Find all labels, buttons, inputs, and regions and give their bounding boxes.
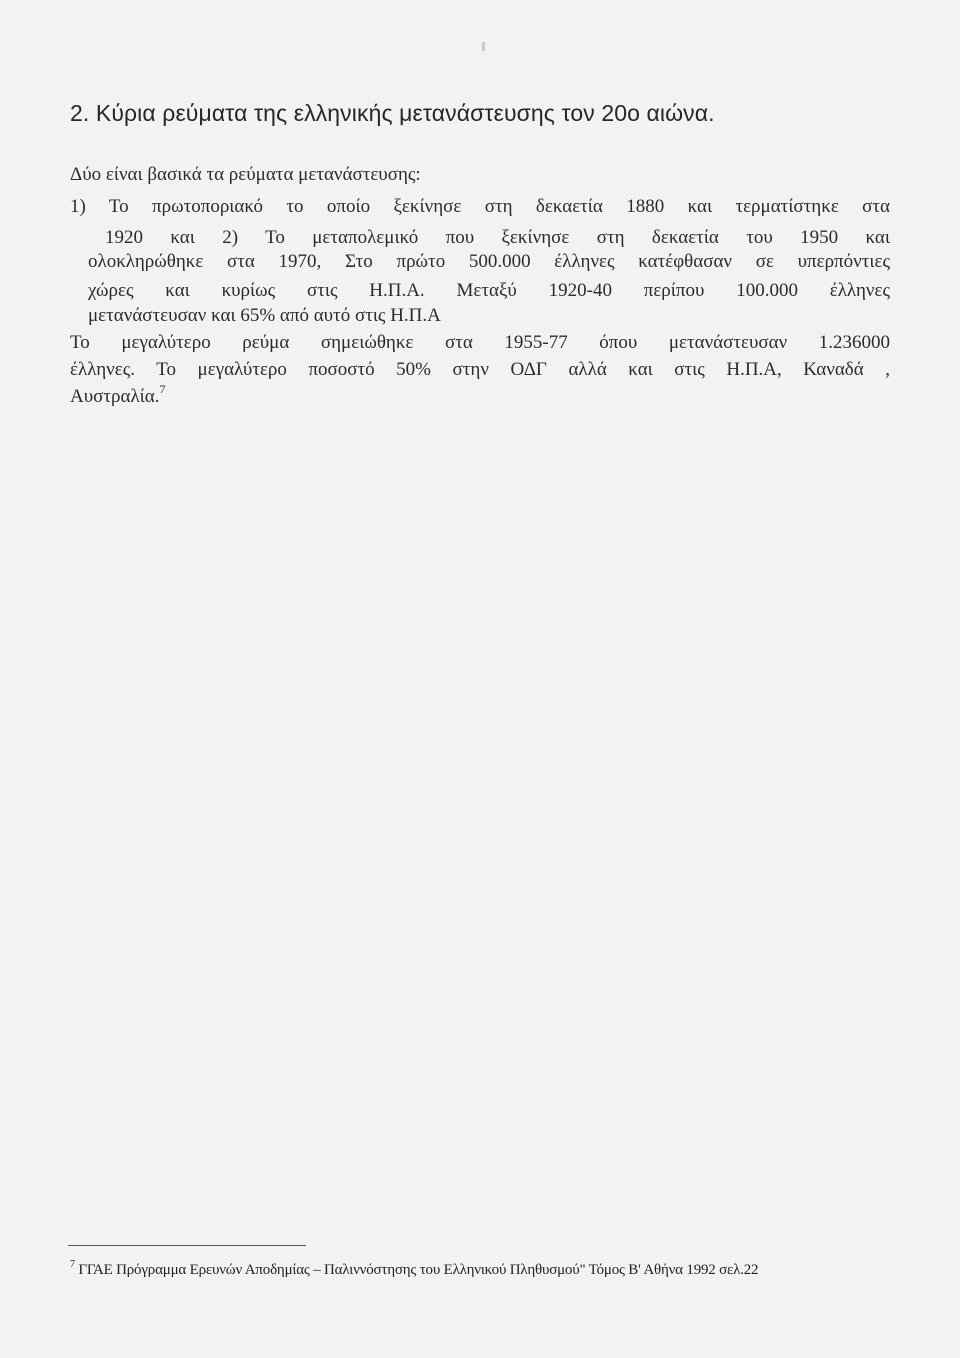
paragraph1-line4: χώρες και κυρίως στις Η.Π.Α. Μεταξύ 1920-40 περίπου 100.000 έλληνες bbox=[88, 280, 890, 301]
section-heading: 2. Κύρια ρεύματα της ελληνικής μετανάστευσης τον 20ο αιώνα. bbox=[70, 100, 715, 126]
intro-line: Δύο είναι βασικά τα ρεύματα μετανάστευσης: bbox=[70, 164, 421, 185]
page-mark bbox=[482, 42, 485, 51]
paragraph2-line1: Το μεγαλύτερο ρεύμα σημειώθηκε στα 1955-77 όπου μετανάστευσαν 1.236000 bbox=[70, 332, 890, 353]
paragraph1-line3: ολοκληρώθηκε στα 1970, Στο πρώτο 500.000 έλληνες κατέφθασαν σε υπερπόντιες bbox=[88, 251, 890, 272]
paragraph1-line5: μετανάστευσαν και 65% από αυτό στις Η.Π.Α bbox=[88, 305, 441, 326]
footnote-divider bbox=[68, 1245, 306, 1246]
paragraph1-line2: 1920 και 2) Το μεταπολεμικό που ξεκίνησε στη δεκαετία του 1950 και bbox=[105, 227, 890, 248]
footnote-marker: 7 bbox=[70, 1259, 75, 1270]
paragraph2-line3 bbox=[70, 382, 166, 407]
footnote-reference: 7 bbox=[159, 382, 166, 396]
paragraph1-line1: 1) Το πρωτοποριακό το οποίο ξεκίνησε στη δεκαετία 1880 και τερματίστηκε στα bbox=[70, 196, 890, 217]
paragraph2-line2: έλληνες. Το μεγαλύτερο ποσοστό 50% στην ΟΔΓ αλλά και στις Η.Π.Α, Καναδά , bbox=[70, 359, 890, 380]
paragraph2-line3-text: Αυστραλία. bbox=[70, 386, 160, 407]
footnote bbox=[70, 1259, 759, 1279]
footnote-citation: ΓΓΑΕ Πρόγραμμα Ερευνών Αποδημίας – Παλιννόστησης του Ελληνικού Πληθυσμού" Τόμος Β' Αθήνα 1992 σελ.22 bbox=[78, 1262, 759, 1278]
